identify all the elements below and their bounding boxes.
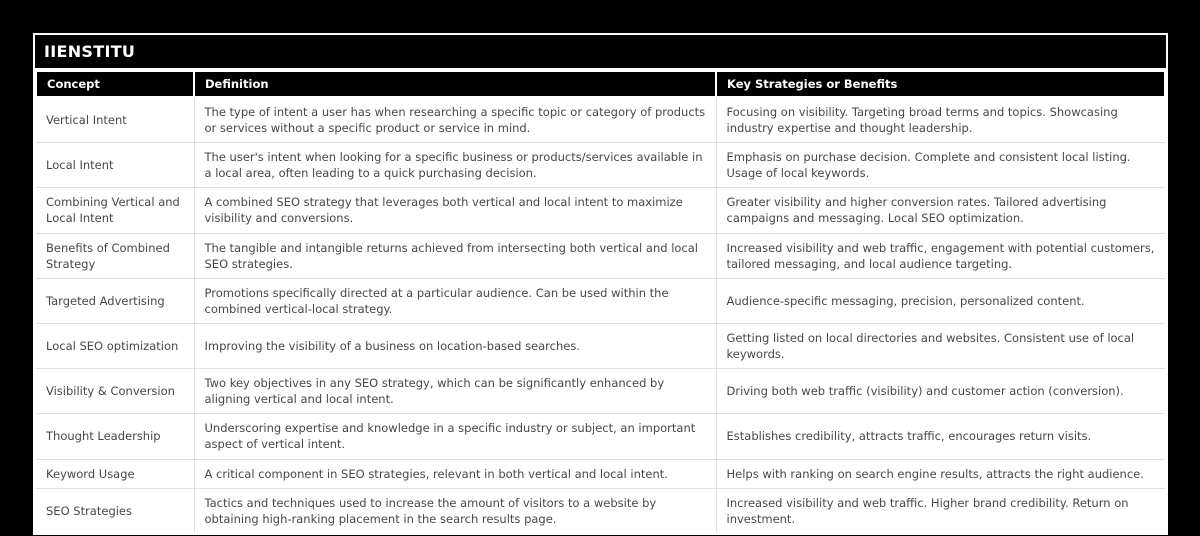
column-header-concept: Concept xyxy=(36,71,194,97)
benefits-cell: Establishes credibility, attracts traffic, encourages return visits. xyxy=(716,414,1165,459)
benefits-cell: Increased visibility and web traffic. Higher brand credibility. Return on investment. xyxy=(716,488,1165,533)
table-row xyxy=(36,459,1165,488)
table-row xyxy=(36,414,1165,459)
table-row xyxy=(36,143,1165,188)
benefits-cell: Getting listed on local directories and websites. Consistent use of local keywords. xyxy=(716,323,1165,368)
table-header-row xyxy=(36,71,1165,97)
definition-cell: Promotions specifically directed at a particular audience. Can be used within the combined vertical-local strategy. xyxy=(194,278,716,323)
definition-cell: The user's intent when looking for a specific business or products/services available in a local area, often leading to a quick purchasing decision. xyxy=(194,143,716,188)
benefits-cell: Increased visibility and web traffic, engagement with potential customers, tailored messaging, and local audience targeting. xyxy=(716,233,1165,278)
definition-cell: The type of intent a user has when researching a specific topic or category of products or services without a specific product or service in mind. xyxy=(194,97,716,143)
definition-cell: Two key objectives in any SEO strategy, which can be significantly enhanced by aligning vertical and local intent. xyxy=(194,369,716,414)
column-header-benefits: Key Strategies or Benefits xyxy=(716,71,1165,97)
concept-cell: Vertical Intent xyxy=(36,97,194,143)
brand-title: IIENSTITU xyxy=(35,35,1166,68)
table-row xyxy=(36,97,1165,143)
concept-cell: Thought Leadership xyxy=(36,414,194,459)
definition-cell: Tactics and techniques used to increase the amount of visitors to a website by obtaining high-ranking placement in the search results page. xyxy=(194,488,716,533)
table-row xyxy=(36,233,1165,278)
concept-cell: Combining Vertical and Local Intent xyxy=(36,188,194,233)
table-row xyxy=(36,323,1165,368)
benefits-cell: Helps with ranking on search engine results, attracts the right audience. xyxy=(716,459,1165,488)
column-header-definition: Definition xyxy=(194,71,716,97)
benefits-cell: Greater visibility and higher conversion rates. Tailored advertising campaigns and messaging. Local SEO optimization. xyxy=(716,188,1165,233)
benefits-cell: Driving both web traffic (visibility) and customer action (conversion). xyxy=(716,369,1165,414)
definition-cell: A critical component in SEO strategies, relevant in both vertical and local intent. xyxy=(194,459,716,488)
table-row xyxy=(36,488,1165,533)
table-frame xyxy=(33,33,1168,535)
definition-cell: Underscoring expertise and knowledge in a specific industry or subject, an important aspect of vertical intent. xyxy=(194,414,716,459)
table-row xyxy=(36,188,1165,233)
concept-cell: SEO Strategies xyxy=(36,488,194,533)
definition-cell: Improving the visibility of a business on location-based searches. xyxy=(194,323,716,368)
concept-cell: Local Intent xyxy=(36,143,194,188)
concept-cell: Targeted Advertising xyxy=(36,278,194,323)
concept-cell: Keyword Usage xyxy=(36,459,194,488)
benefits-cell: Focusing on visibility. Targeting broad terms and topics. Showcasing industry expertise and thought leadership. xyxy=(716,97,1165,143)
definition-cell: The tangible and intangible returns achieved from intersecting both vertical and local SEO strategies. xyxy=(194,233,716,278)
benefits-cell: Emphasis on purchase decision. Complete and consistent local listing. Usage of local keywords. xyxy=(716,143,1165,188)
concept-cell: Benefits of Combined Strategy xyxy=(36,233,194,278)
table-row xyxy=(36,278,1165,323)
table-row xyxy=(36,369,1165,414)
concept-cell: Visibility & Conversion xyxy=(36,369,194,414)
concept-cell: Local SEO optimization xyxy=(36,323,194,368)
definition-cell: A combined SEO strategy that leverages both vertical and local intent to maximize visibility and conversions. xyxy=(194,188,716,233)
benefits-cell: Audience-specific messaging, precision, personalized content. xyxy=(716,278,1165,323)
seo-concepts-table xyxy=(35,70,1166,533)
